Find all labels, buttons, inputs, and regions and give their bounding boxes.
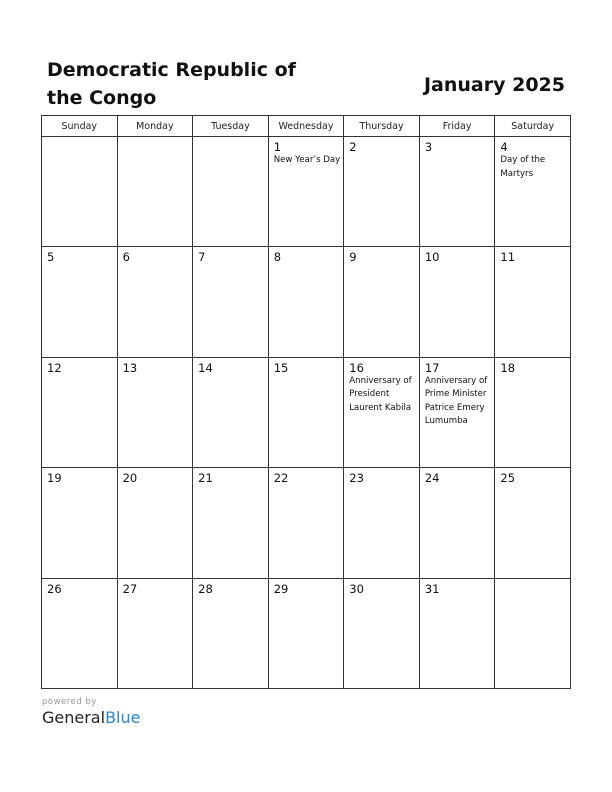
day-number — [42, 137, 117, 140]
day-number: 28 — [198, 581, 213, 596]
day-cell — [42, 468, 118, 578]
day-number: 8 — [273, 250, 282, 265]
day-cell — [117, 578, 193, 688]
day-cell — [419, 578, 495, 688]
day-number: 3 — [424, 140, 433, 154]
day-number: 13 — [122, 360, 138, 375]
calendar-grid — [41, 115, 571, 689]
month-title: January 2025 — [423, 74, 565, 96]
brand-general-text: General — [42, 708, 106, 727]
holiday-label: Anniversary of Prime Minister Patrice Emery Lumumba — [424, 375, 488, 427]
day-cell — [117, 357, 193, 467]
weekday-monday: Monday — [117, 116, 193, 137]
day-cell — [42, 578, 118, 688]
day-cell — [495, 137, 571, 247]
week-row — [42, 357, 571, 467]
day-cell — [193, 578, 269, 688]
day-number: 26 — [47, 581, 62, 596]
day-number — [495, 579, 570, 582]
holiday-label: Anniversary of President Laurent Kabila — [349, 375, 412, 413]
powered-by-label: powered by — [42, 697, 97, 707]
day-cell — [117, 468, 193, 578]
day-cell — [117, 137, 193, 247]
weekday-saturday: Saturday — [495, 116, 571, 137]
day-number: 12 — [47, 360, 62, 375]
day-cell — [42, 137, 118, 247]
day-cell — [344, 468, 420, 578]
day-number: 24 — [424, 471, 440, 486]
day-cell — [42, 357, 118, 467]
day-cell — [344, 137, 420, 247]
day-number: 29 — [273, 581, 289, 596]
day-cell — [344, 357, 420, 467]
week-row — [42, 578, 571, 688]
day-number: 5 — [47, 250, 55, 265]
day-cell — [193, 357, 269, 467]
week-row — [42, 468, 571, 578]
weekday-friday: Friday — [419, 116, 495, 137]
day-number: 27 — [122, 581, 138, 596]
day-cell — [495, 468, 571, 578]
day-number: 7 — [198, 250, 206, 265]
day-cell — [419, 247, 495, 357]
day-cell — [268, 137, 344, 247]
day-cell — [268, 357, 344, 467]
day-cell — [193, 137, 269, 247]
country-title: Democratic Republic of the Congo — [47, 59, 296, 109]
day-number — [193, 137, 268, 140]
weekday-tuesday: Tuesday — [193, 116, 269, 137]
day-cell — [268, 578, 344, 688]
day-cell — [268, 468, 344, 578]
brand-blue-text: Blue — [105, 708, 141, 727]
generalblue-logo[interactable] — [42, 708, 140, 728]
day-cell — [495, 578, 571, 688]
day-cell — [193, 468, 269, 578]
day-number: 30 — [349, 581, 364, 596]
day-cell — [344, 247, 420, 357]
day-number: 10 — [424, 250, 440, 265]
day-number: 4 — [500, 140, 508, 154]
day-number: 31 — [424, 581, 440, 596]
week-row — [42, 137, 571, 247]
holiday-label: Day of the Martyrs — [500, 155, 546, 179]
weekday-wednesday: Wednesday — [268, 116, 344, 137]
day-cell — [344, 578, 420, 688]
day-number: 11 — [500, 250, 516, 265]
day-number: 9 — [349, 250, 357, 265]
week-row — [42, 247, 571, 357]
day-cell — [42, 247, 118, 357]
day-cell — [495, 247, 571, 357]
day-number: 20 — [122, 471, 138, 486]
holiday-label: New Year’s Day — [273, 155, 341, 165]
day-number — [118, 137, 193, 140]
day-number: 19 — [47, 471, 62, 486]
day-cell — [419, 137, 495, 247]
day-number: 15 — [273, 360, 289, 375]
day-cell — [268, 247, 344, 357]
day-number: 18 — [500, 360, 516, 375]
day-cell — [117, 247, 193, 357]
day-number: 2 — [349, 140, 357, 154]
weekday-header-row — [42, 116, 571, 137]
day-number: 17 — [424, 360, 440, 375]
day-number: 21 — [198, 471, 213, 486]
day-number: 14 — [198, 360, 213, 375]
day-number: 22 — [273, 471, 289, 486]
day-number: 25 — [500, 471, 516, 486]
day-cell — [495, 357, 571, 467]
day-number: 6 — [122, 250, 130, 265]
day-number: 1 — [273, 140, 282, 154]
day-number: 23 — [349, 471, 364, 486]
day-cell — [419, 468, 495, 578]
day-cell — [193, 247, 269, 357]
day-cell — [419, 357, 495, 467]
weekday-sunday: Sunday — [42, 116, 118, 137]
day-number: 16 — [349, 360, 364, 375]
weekday-thursday: Thursday — [344, 116, 420, 137]
